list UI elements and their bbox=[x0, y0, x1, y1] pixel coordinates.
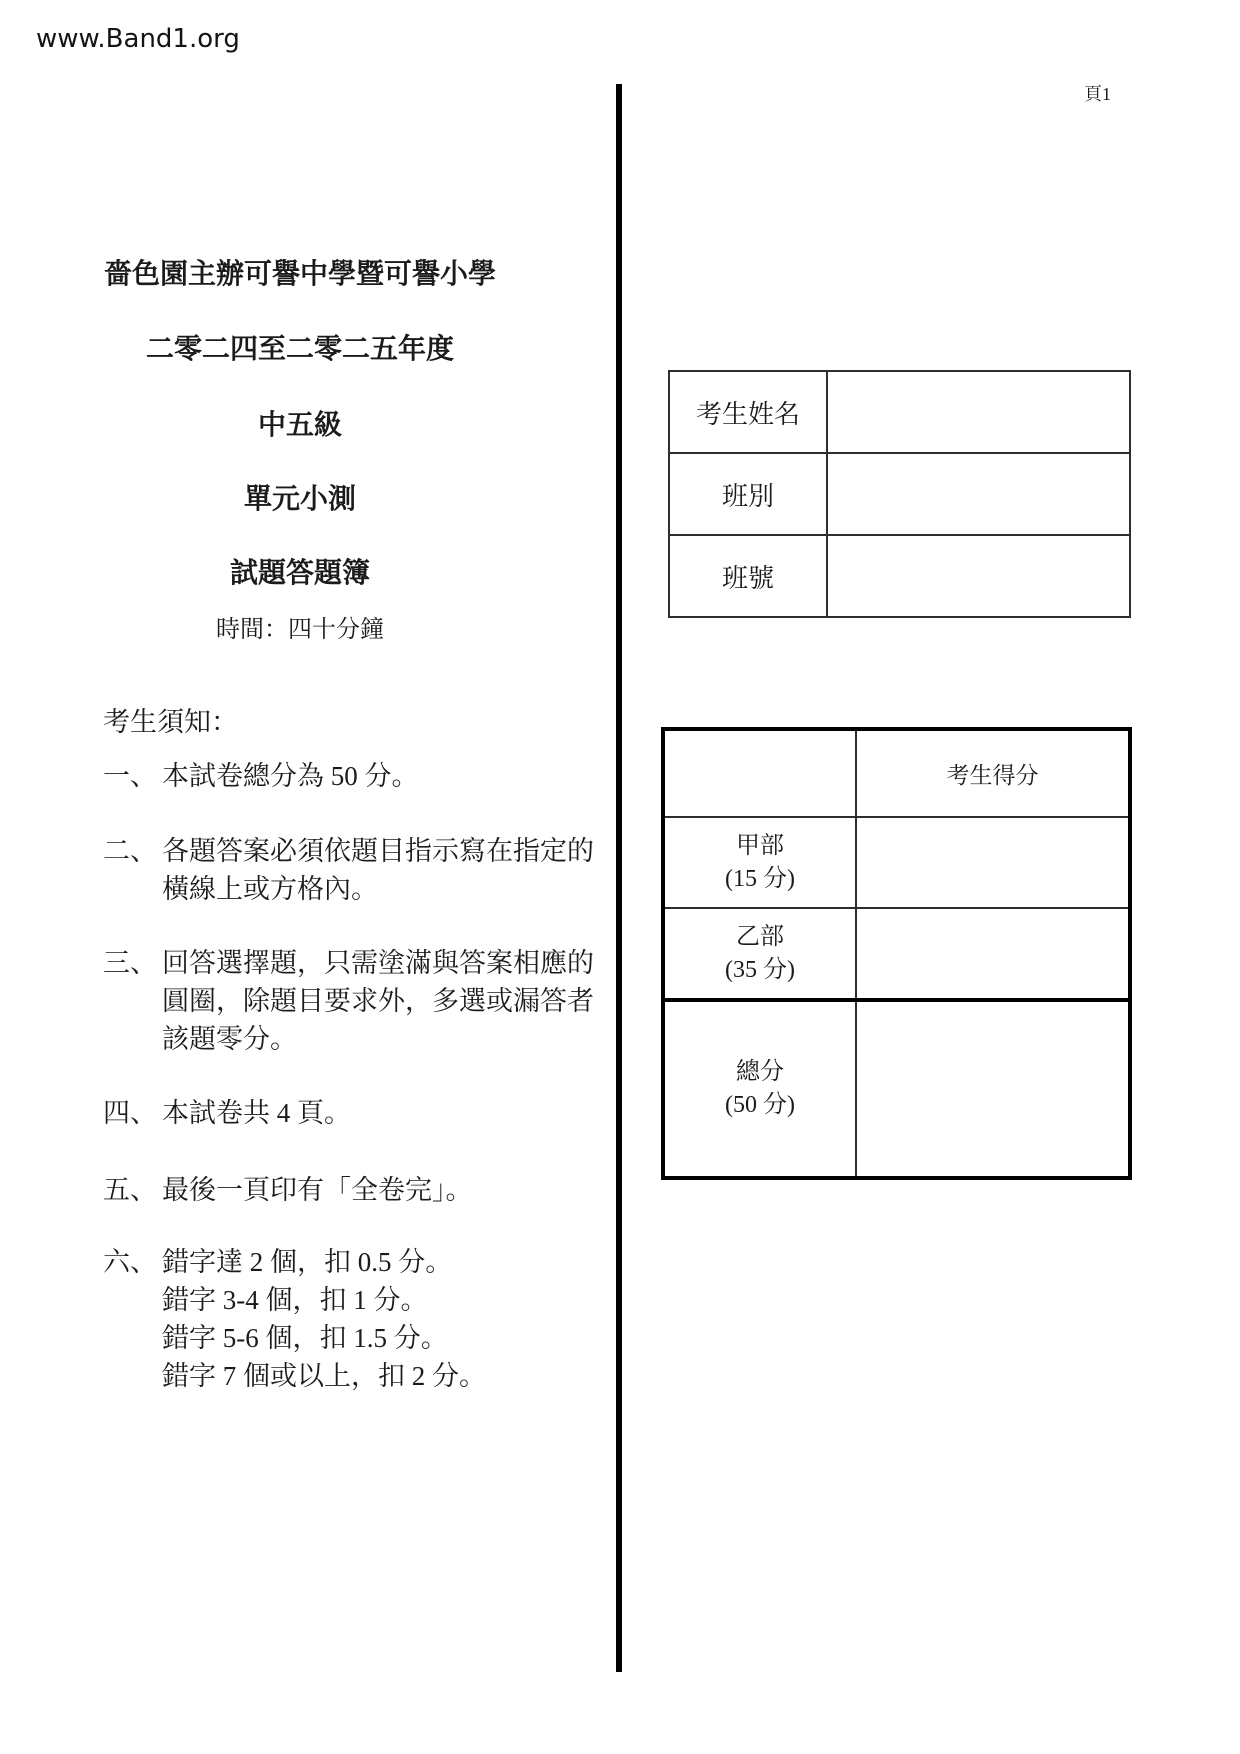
notice-item-line: 錯字 7 個或以上，扣 2 分。 bbox=[162, 1361, 486, 1391]
score-part-name: 乙部 bbox=[736, 923, 784, 950]
info-value-class-number bbox=[827, 535, 1130, 617]
page-divider-line bbox=[616, 84, 622, 1672]
score-value-part-a bbox=[856, 817, 1130, 908]
notice-item-number: 一、 bbox=[103, 761, 157, 791]
notice-item-number: 三、 bbox=[103, 948, 157, 978]
notice-title: 考生須知： bbox=[103, 707, 238, 737]
notice-item-5 bbox=[103, 1171, 473, 1209]
notice-item-line: 橫線上或方格內。 bbox=[162, 874, 378, 904]
info-value-class bbox=[827, 453, 1130, 535]
score-row-label-part-b bbox=[663, 908, 856, 1000]
notice-item-number: 二、 bbox=[103, 836, 157, 866]
score-header-cell: 考生得分 bbox=[856, 729, 1130, 817]
grade-level: 中五級 bbox=[257, 410, 342, 441]
notice-item-line: 回答選擇題，只需塗滿與答案相應的 bbox=[162, 948, 594, 978]
notice-item-line: 各題答案必須依題目指示寫在指定的 bbox=[162, 836, 594, 866]
table-row bbox=[669, 371, 1130, 453]
student-info-table bbox=[668, 370, 1131, 618]
score-table bbox=[661, 727, 1132, 1180]
notice-item-line: 最後一頁印有「全卷完」。 bbox=[162, 1175, 473, 1205]
notice-item-number: 六、 bbox=[103, 1247, 157, 1277]
table-row bbox=[663, 817, 1130, 908]
notice-item-line: 本試卷共 4 頁。 bbox=[162, 1098, 351, 1128]
table-row bbox=[669, 535, 1130, 617]
time-allowed: 時間：四十分鐘 bbox=[216, 617, 384, 643]
score-part-name: 甲部 bbox=[736, 832, 784, 859]
notice-item-number: 五、 bbox=[103, 1175, 157, 1205]
notice-item-4 bbox=[103, 1094, 351, 1132]
score-corner-cell bbox=[663, 729, 856, 817]
score-part-marks: (15 分) bbox=[725, 865, 795, 892]
score-part-marks: (50 分) bbox=[725, 1092, 795, 1118]
score-part-name: 總分 bbox=[736, 1059, 784, 1085]
notice-item-number: 四、 bbox=[103, 1098, 157, 1128]
table-row bbox=[663, 729, 1130, 817]
score-value-total bbox=[856, 1000, 1130, 1178]
info-label-student-name: 考生姓名 bbox=[669, 371, 827, 453]
notice-item-line: 錯字 3-4 個，扣 1 分。 bbox=[162, 1285, 428, 1315]
watermark-url: www.Band1.org bbox=[36, 24, 240, 54]
score-value-part-b bbox=[856, 908, 1130, 1000]
page-number: 頁1 bbox=[1084, 84, 1111, 104]
exam-type: 單元小測 bbox=[243, 484, 356, 515]
score-row-label-part-a bbox=[663, 817, 856, 908]
score-row-label-total bbox=[663, 1000, 856, 1178]
table-row bbox=[663, 908, 1130, 1000]
info-label-class: 班別 bbox=[669, 453, 827, 535]
notice-item-line: 錯字達 2 個，扣 0.5 分。 bbox=[162, 1247, 453, 1277]
notice-item-6 bbox=[103, 1243, 486, 1395]
academic-year: 二零二四至二零二五年度 bbox=[145, 334, 454, 365]
table-row bbox=[663, 1000, 1130, 1178]
notice-item-2 bbox=[103, 832, 594, 908]
notice-item-line: 圓圈，除題目要求外，多選或漏答者 bbox=[162, 986, 594, 1016]
notice-item-3 bbox=[103, 944, 594, 1058]
notice-item-line: 本試卷總分為 50 分。 bbox=[162, 761, 419, 791]
info-value-student-name bbox=[827, 371, 1130, 453]
table-row bbox=[669, 453, 1130, 535]
score-part-marks: (35 分) bbox=[725, 956, 795, 983]
school-name: 嗇色園主辦可譽中學暨可譽小學 bbox=[103, 259, 496, 290]
notice-item-line: 錯字 5-6 個，扣 1.5 分。 bbox=[162, 1323, 448, 1353]
booklet-title: 試題答題簿 bbox=[229, 558, 370, 589]
notice-item-line: 該題零分。 bbox=[162, 1024, 297, 1054]
notice-item-1 bbox=[103, 757, 419, 795]
info-label-class-number: 班號 bbox=[669, 535, 827, 617]
